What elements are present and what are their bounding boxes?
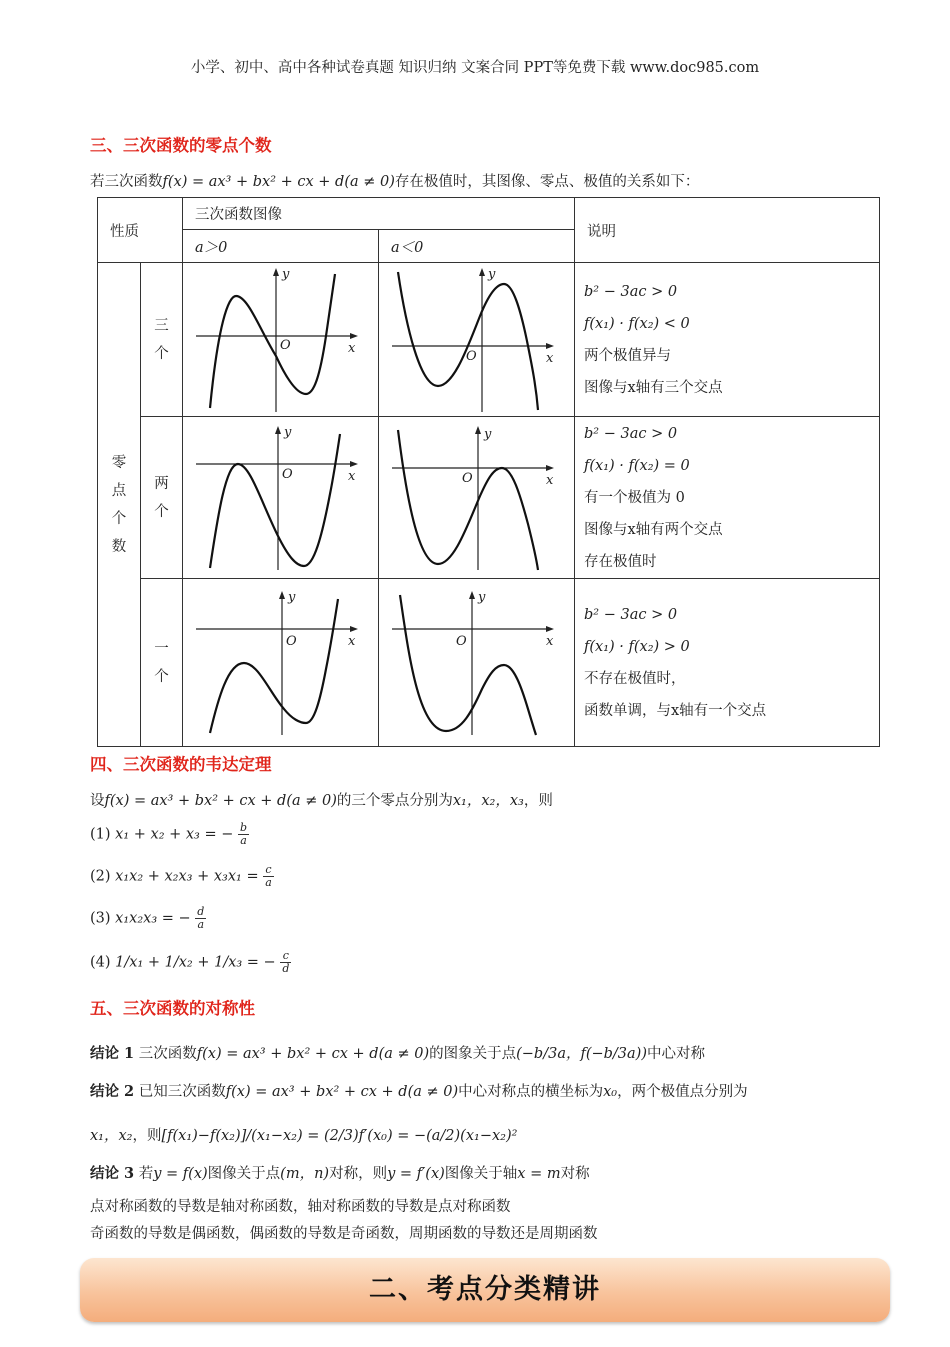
group-char: 个	[111, 510, 127, 527]
explain-line: 不存在极值时，	[584, 670, 686, 687]
row-char: 两	[154, 475, 169, 492]
c1-text: 中心对称	[647, 1046, 705, 1062]
c1-point: (−b/3a，f(−b/3a))	[516, 1046, 647, 1062]
axis-y-label: y	[483, 426, 491, 442]
origin-label: O	[465, 348, 477, 364]
frac-denominator: a	[197, 918, 205, 931]
axis-x-label: x	[545, 472, 553, 488]
intro-formula: f(x) = ax³ + bx² + cx + d(a ≠ 0)	[104, 793, 337, 809]
conclusion-3	[90, 1162, 590, 1183]
row-char: 个	[154, 345, 169, 362]
axis-y-label: y	[287, 589, 295, 605]
explain-line: 存在极值时	[584, 553, 657, 570]
item-lhs: 1/x₁ + 1/x₂ + 1/x₃ = −	[115, 954, 276, 971]
explain-three	[575, 263, 880, 417]
origin-label: O	[279, 337, 291, 353]
vieta-item-1	[90, 822, 249, 847]
explain-line: 两个极值异与	[584, 347, 671, 364]
frac-numerator: b	[240, 821, 248, 834]
intro-formula: f(x) = ax³ + bx² + cx + d(a ≠ 0)	[162, 174, 395, 190]
symmetry-note-1: 点对称函数的导数是轴对称函数，轴对称函数的导数是点对称函数	[90, 1199, 511, 1215]
conclusion-label: 结论 1	[90, 1045, 135, 1062]
section-title-vieta: 四、三次函数的韦达定理	[90, 755, 272, 774]
axis-y-label: y	[283, 424, 291, 440]
row-char: 三	[154, 317, 169, 334]
c2-formula: f(x) = ax³ + bx² + cx + d(a ≠ 0)	[225, 1084, 459, 1100]
group-char: 零	[111, 454, 127, 471]
zero-count-table	[97, 197, 880, 747]
frac-numerator: c	[280, 950, 291, 963]
row-label-three	[141, 263, 183, 417]
symmetry-note-2: 奇函数的导数是偶函数，偶函数的导数是奇函数，周期函数的导数还是周期函数	[90, 1226, 598, 1242]
item-number: (3)	[90, 910, 111, 927]
row-char: 一	[154, 640, 169, 657]
conclusion-label: 结论 2	[90, 1083, 135, 1100]
axis-y-label: y	[487, 266, 495, 282]
row-char: 个	[154, 668, 169, 685]
item-number: (1)	[90, 826, 111, 843]
explain-line: f(x₁) · f(x₂) < 0	[584, 315, 690, 332]
frac-numerator: c	[263, 864, 274, 877]
graph-three-zeros-a-positive	[192, 266, 370, 414]
axis-x-label: x	[347, 468, 355, 484]
header-graph: 三次函数图像	[183, 198, 575, 230]
explain-line: b² − 3ac > 0	[584, 425, 678, 442]
group-char: 数	[111, 538, 127, 555]
intro-suffix: ，则	[523, 793, 553, 809]
axis-x-label: x	[545, 350, 553, 366]
vieta-item-4	[90, 950, 291, 975]
axis-x-label: x	[347, 340, 355, 356]
section4-intro	[90, 789, 553, 810]
section-title-symmetry: 五、三次函数的对称性	[90, 999, 255, 1018]
c3-text: 对称，则	[329, 1166, 388, 1182]
graph-two-zeros-a-negative	[388, 424, 566, 572]
graph-two-a-neg-cell	[379, 417, 575, 579]
header-property: 性质	[98, 198, 183, 263]
explain-line: b² − 3ac > 0	[584, 283, 678, 300]
explain-two	[575, 417, 880, 579]
axis-y-label: y	[281, 266, 289, 282]
c2-text: ，则	[132, 1128, 162, 1144]
section3-intro	[90, 170, 699, 191]
row-label-one	[141, 579, 183, 747]
c2-vars: x₁，x₂	[90, 1128, 133, 1144]
axis-x-label: x	[347, 633, 355, 649]
graph-one-a-pos-cell	[183, 579, 379, 747]
c2-text: ，两个极值点分别为	[617, 1084, 748, 1100]
origin-label: O	[461, 470, 473, 486]
intro-vars: x₁，x₂，x₃	[452, 793, 524, 809]
graph-three-zeros-a-negative	[388, 266, 566, 414]
c3-formula: y = f(x)	[153, 1166, 208, 1182]
origin-label: O	[285, 633, 297, 649]
conclusion-2-cont	[90, 1124, 517, 1145]
section-banner	[80, 1258, 890, 1322]
explain-line: 函数单调，与x轴有一个交点	[584, 702, 767, 719]
c3-formula: y = f′(x)	[387, 1166, 445, 1182]
item-fraction	[280, 950, 291, 975]
c1-formula: f(x) = ax³ + bx² + cx + d(a ≠ 0)	[196, 1046, 430, 1062]
intro-prefix: 设	[90, 793, 105, 809]
graph-two-zeros-a-positive	[192, 424, 370, 572]
intro-suffix: 存在极值时，其图像、零点、极值的关系如下：	[394, 174, 700, 190]
item-fraction	[263, 864, 274, 889]
item-lhs: x₁x₂x₃ = −	[115, 910, 191, 927]
c2-formula2: [f(x₁)−f(x₂)]/(x₁−x₂) = (2/3)f′(x₀) = −(a/2)(x₁−x₂)²	[161, 1128, 518, 1144]
intro-mid: 的三个零点分别为	[336, 793, 453, 809]
page-header: 小学、初中、高中各种试卷真题 知识归纳 文案合同 PPT等免费下载 www.doc985.com	[190, 60, 760, 76]
section-title-zero-count: 三、三次函数的零点个数	[90, 136, 272, 155]
item-number: (4)	[90, 954, 111, 971]
explain-line: f(x₁) · f(x₂) = 0	[584, 457, 690, 474]
graph-one-zero-a-negative	[388, 589, 566, 737]
graph-two-a-pos-cell	[183, 417, 379, 579]
c3-text: 对称	[560, 1166, 590, 1182]
c2-text: 已知三次函数	[138, 1084, 226, 1100]
vieta-item-2	[90, 864, 274, 889]
c3-point: (m，n)	[280, 1166, 330, 1182]
c3-axis: x = m	[517, 1166, 561, 1182]
explain-line: 有一个极值为 0	[584, 489, 685, 506]
vieta-item-3	[90, 906, 206, 931]
graph-three-a-neg-cell	[379, 263, 575, 417]
explain-line: b² − 3ac > 0	[584, 606, 678, 623]
axis-x-label: x	[545, 633, 553, 649]
axis-y-label: y	[477, 589, 485, 605]
frac-numerator: d	[197, 905, 205, 918]
c3-text: 若	[138, 1166, 154, 1182]
c3-text: 图像关于点	[207, 1166, 281, 1182]
conclusion-label: 结论 3	[90, 1165, 135, 1182]
item-lhs: x₁x₂ + x₂x₃ + x₃x₁ =	[115, 868, 259, 885]
explain-line: 图像与x轴有两个交点	[584, 521, 723, 538]
group-label-zero-count	[98, 263, 141, 747]
row-label-two	[141, 417, 183, 579]
explain-line: f(x₁) · f(x₂) > 0	[584, 638, 690, 655]
c3-text: 图像关于轴	[444, 1166, 518, 1182]
c1-text: 的图象关于点	[429, 1046, 517, 1062]
origin-label: O	[281, 466, 293, 482]
row-char: 个	[154, 503, 169, 520]
c2-text: 中心对称点的横坐标为	[458, 1084, 604, 1100]
item-fraction	[238, 822, 249, 847]
frac-denominator: a	[240, 834, 247, 847]
header-a-negative: a＜0	[379, 230, 575, 263]
header-explain: 说明	[575, 198, 880, 263]
frac-denominator: a	[265, 876, 272, 889]
c2-var: x₀	[603, 1084, 618, 1100]
explain-one	[575, 579, 880, 747]
banner-title: 二、考点分类精讲	[369, 1274, 601, 1305]
graph-three-a-pos-cell	[183, 263, 379, 417]
header-a-positive: a＞0	[183, 230, 379, 263]
origin-label: O	[455, 633, 467, 649]
explain-line: 图像与x轴有三个交点	[584, 379, 723, 396]
item-lhs: x₁ + x₂ + x₃ = −	[115, 826, 234, 843]
graph-one-zero-a-positive	[192, 589, 370, 737]
group-char: 点	[111, 482, 127, 499]
conclusion-1	[90, 1042, 705, 1063]
item-number: (2)	[90, 868, 111, 885]
item-fraction	[195, 906, 206, 931]
c1-text: 三次函数	[138, 1046, 197, 1062]
graph-one-a-neg-cell	[379, 579, 575, 747]
intro-prefix: 若三次函数	[90, 174, 163, 190]
conclusion-2	[90, 1080, 748, 1101]
frac-denominator: d	[282, 962, 290, 975]
